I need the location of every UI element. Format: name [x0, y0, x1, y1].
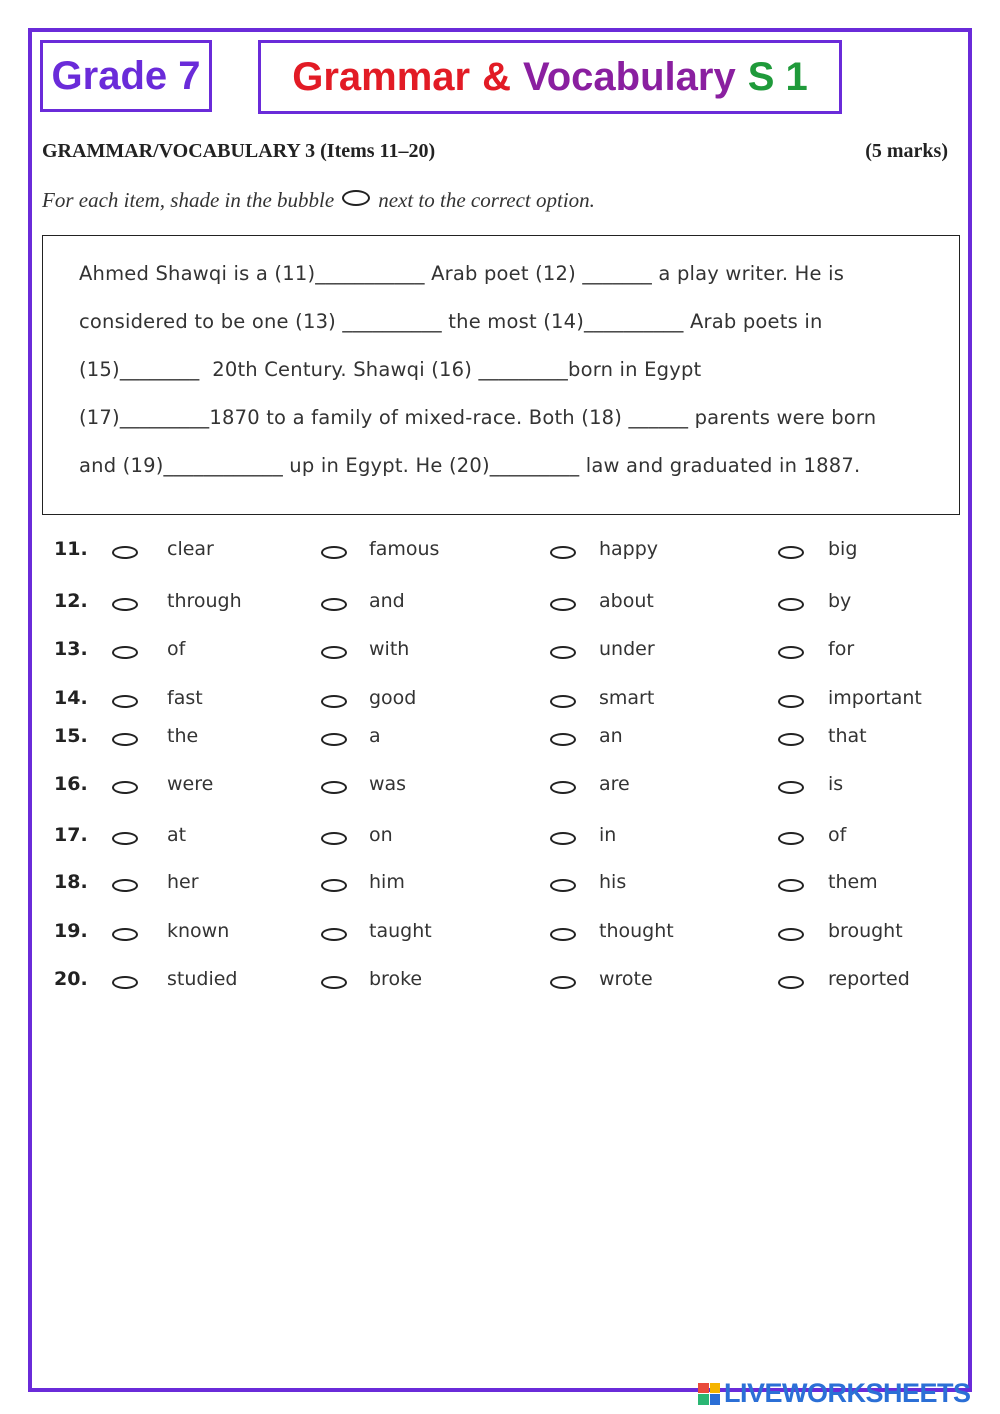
- option-label: brought: [828, 920, 903, 942]
- answer-bubble[interactable]: [778, 546, 804, 559]
- option-label: wrote: [599, 968, 653, 990]
- answer-bubble[interactable]: [112, 733, 138, 746]
- option-label: was: [369, 773, 407, 795]
- question-number: 20.: [54, 968, 88, 990]
- question-row: [0, 638, 1000, 668]
- answer-bubble[interactable]: [778, 733, 804, 746]
- question-number: 11.: [54, 538, 88, 560]
- option-label: through: [167, 590, 242, 612]
- question-number: 16.: [54, 773, 88, 795]
- option-label: good: [369, 687, 417, 709]
- option-label: that: [828, 725, 867, 747]
- option-label: broke: [369, 968, 423, 990]
- passage-line: Ahmed Shawqi is a (11)___________ Arab poet (12) _______ a play writer. He is: [79, 262, 845, 285]
- answer-bubble[interactable]: [550, 695, 576, 708]
- option-label: fast: [167, 687, 203, 709]
- answer-bubble[interactable]: [112, 598, 138, 611]
- option-label: smart: [599, 687, 655, 709]
- worksheet-title: [258, 40, 842, 114]
- passage-line: and (19)____________ up in Egypt. He (20)_________ law and graduated in 1887.: [79, 454, 861, 477]
- answer-bubble[interactable]: [321, 733, 347, 746]
- passage-line: (15)________ 20th Century. Shawqi (16) _________born in Egypt: [79, 358, 702, 381]
- option-label: on: [369, 824, 393, 846]
- answer-bubble[interactable]: [550, 546, 576, 559]
- option-label: famous: [369, 538, 440, 560]
- option-label: and: [369, 590, 405, 612]
- section-heading: GRAMMAR/VOCABULARY 3 (Items 11–20): [42, 140, 436, 162]
- answer-bubble[interactable]: [321, 976, 347, 989]
- question-number: 14.: [54, 687, 88, 709]
- question-row: [0, 824, 1000, 854]
- answer-bubble[interactable]: [321, 832, 347, 845]
- question-row: [0, 871, 1000, 901]
- answer-bubble[interactable]: [321, 546, 347, 559]
- option-label: under: [599, 638, 655, 660]
- option-label: at: [167, 824, 187, 846]
- option-label: a: [369, 725, 381, 747]
- option-label: an: [599, 725, 623, 747]
- instruction-after: next to the correct option.: [378, 188, 595, 212]
- title-word-grammar: Grammar: [292, 54, 471, 99]
- option-label: were: [167, 773, 214, 795]
- marks-label: (5 marks): [865, 140, 948, 162]
- option-label: of: [828, 824, 847, 846]
- question-row: [0, 538, 1000, 568]
- option-label: in: [599, 824, 617, 846]
- option-label: clear: [167, 538, 214, 560]
- answer-bubble[interactable]: [321, 695, 347, 708]
- title-section-code: S 1: [747, 54, 808, 99]
- passage-line: considered to be one (13) __________ the most (14)__________ Arab poets in: [79, 310, 823, 333]
- question-row: [0, 590, 1000, 620]
- answer-bubble[interactable]: [550, 646, 576, 659]
- answer-bubble[interactable]: [550, 879, 576, 892]
- answer-bubble[interactable]: [550, 928, 576, 941]
- option-label: taught: [369, 920, 432, 942]
- answer-bubble[interactable]: [778, 928, 804, 941]
- option-label: the: [167, 725, 199, 747]
- option-label: her: [167, 871, 199, 893]
- answer-bubble[interactable]: [321, 928, 347, 941]
- bubble-icon: [342, 190, 370, 206]
- instruction-before: For each item, shade in the bubble: [42, 188, 335, 212]
- answer-bubble[interactable]: [778, 832, 804, 845]
- answer-bubble[interactable]: [112, 546, 138, 559]
- instruction-text: [42, 188, 595, 213]
- answer-bubble[interactable]: [321, 879, 347, 892]
- watermark-text: LIVEWORKSHEETS: [724, 1378, 971, 1408]
- answer-bubble[interactable]: [321, 598, 347, 611]
- option-label: reported: [828, 968, 910, 990]
- option-label: important: [828, 687, 922, 709]
- liveworksheets-logo-icon: [698, 1383, 720, 1405]
- question-row: [0, 920, 1000, 950]
- option-label: happy: [599, 538, 659, 560]
- question-number: 15.: [54, 725, 88, 747]
- question-row: [0, 773, 1000, 803]
- answer-bubble[interactable]: [778, 879, 804, 892]
- answer-bubble[interactable]: [550, 598, 576, 611]
- option-label: with: [369, 638, 410, 660]
- title-word-vocabulary: Vocabulary: [523, 54, 736, 99]
- answer-bubble[interactable]: [778, 598, 804, 611]
- question-number: 12.: [54, 590, 88, 612]
- question-row: [0, 968, 1000, 998]
- option-label: of: [167, 638, 186, 660]
- option-label: big: [828, 538, 858, 560]
- answer-bubble[interactable]: [550, 832, 576, 845]
- answer-bubble[interactable]: [112, 695, 138, 708]
- option-label: them: [828, 871, 878, 893]
- answer-bubble[interactable]: [321, 646, 347, 659]
- title-ampersand: &: [482, 54, 512, 99]
- option-label: about: [599, 590, 654, 612]
- question-row: [0, 687, 1000, 717]
- option-label: by: [828, 590, 852, 612]
- answer-bubble[interactable]: [778, 646, 804, 659]
- answer-bubble[interactable]: [112, 928, 138, 941]
- option-label: are: [599, 773, 630, 795]
- option-label: for: [828, 638, 855, 660]
- question-row: [0, 725, 1000, 755]
- answer-bubble[interactable]: [112, 781, 138, 794]
- question-number: 13.: [54, 638, 88, 660]
- grade-text: Grade 7: [51, 53, 201, 98]
- passage-line: (17)_________1870 to a family of mixed-race. Both (18) ______ parents were born: [79, 406, 877, 429]
- option-label: him: [369, 871, 405, 893]
- answer-bubble[interactable]: [112, 832, 138, 845]
- answer-bubble[interactable]: [778, 695, 804, 708]
- answer-bubble[interactable]: [321, 781, 347, 794]
- option-label: is: [828, 773, 844, 795]
- grade-label: [40, 40, 212, 112]
- answer-bubble[interactable]: [550, 781, 576, 794]
- answer-bubble[interactable]: [778, 781, 804, 794]
- answer-bubble[interactable]: [550, 733, 576, 746]
- option-label: thought: [599, 920, 674, 942]
- answer-bubble[interactable]: [112, 976, 138, 989]
- question-number: 19.: [54, 920, 88, 942]
- question-number: 17.: [54, 824, 88, 846]
- answer-bubble[interactable]: [112, 879, 138, 892]
- option-label: studied: [167, 968, 238, 990]
- question-number: 18.: [54, 871, 88, 893]
- liveworksheets-watermark: [698, 1378, 971, 1409]
- passage-box: [42, 235, 960, 515]
- answer-bubble[interactable]: [778, 976, 804, 989]
- option-label: known: [167, 920, 230, 942]
- answer-bubble[interactable]: [550, 976, 576, 989]
- answer-bubble[interactable]: [112, 646, 138, 659]
- option-label: his: [599, 871, 627, 893]
